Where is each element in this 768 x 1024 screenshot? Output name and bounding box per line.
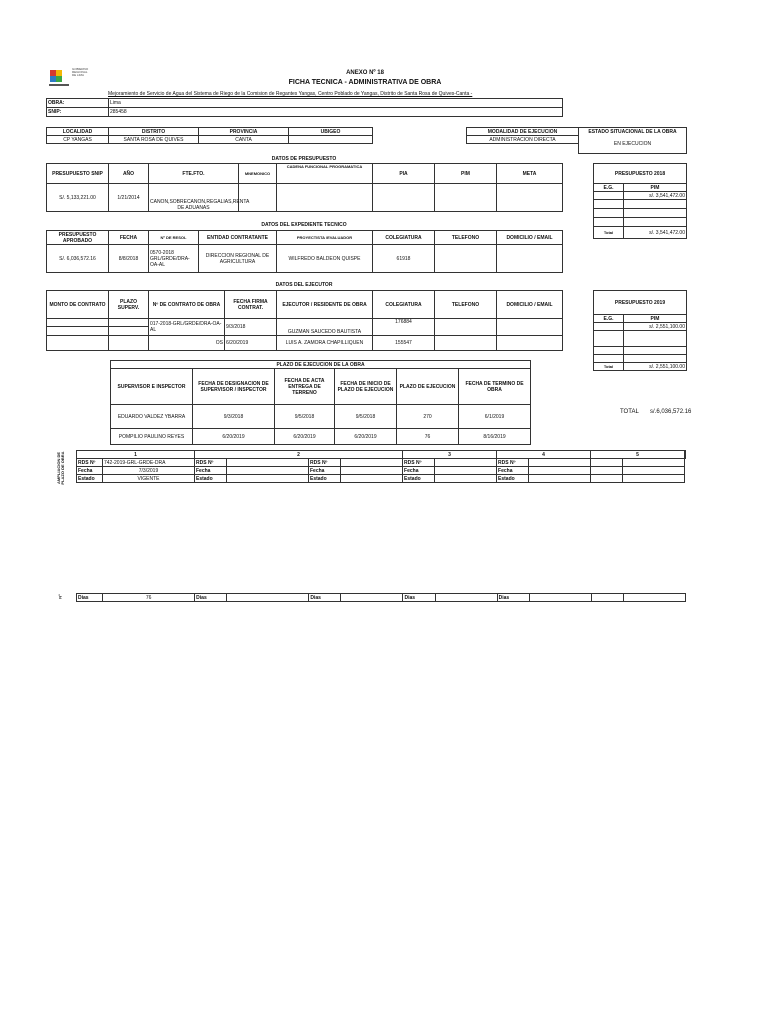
presupuesto-table bbox=[46, 163, 563, 212]
fecha-label-1: Fecha bbox=[77, 467, 103, 475]
ejecutor-cell bbox=[109, 319, 149, 327]
plazo-ejecucion-header: PLAZO DE EJECUCION bbox=[397, 369, 459, 405]
pia-value bbox=[373, 184, 435, 212]
entidad-contratante-value: DIRECCION REGIONAL DE AGRICULTURA bbox=[199, 245, 277, 273]
ejecutor-cell bbox=[497, 319, 563, 336]
rds-label-1: RDS Nº bbox=[77, 459, 103, 467]
logo-caption: GOBIERNO REGIONAL DE LIMA bbox=[72, 67, 89, 77]
page-title: FICHA TECNICA - ADMINISTRATIVA DE OBRA bbox=[288, 79, 442, 86]
fecha-termino-header: FECHA DE TERMINO DE OBRA bbox=[459, 369, 531, 405]
estado-label-2: Estado bbox=[195, 475, 227, 483]
meta-value bbox=[497, 184, 563, 212]
ampliacion-side-label-box bbox=[54, 450, 66, 488]
domicilio-value bbox=[497, 245, 563, 273]
cadena-funcional-value bbox=[277, 184, 373, 212]
ampliacion-side-label: AMPLIACION DE PLAZO DE OBRA bbox=[56, 451, 65, 485]
ejecutor-domicilio-header: DOMICILIO / EMAIL bbox=[497, 291, 563, 319]
fte-fto-header: FTE.FTO. bbox=[149, 164, 239, 184]
expediente-section-title: DATOS DEL EXPEDIENTE TECNICO bbox=[261, 222, 347, 228]
estado-label-3: Estado bbox=[309, 475, 341, 483]
fecha-inicio-value: 9/5/2018 bbox=[335, 405, 397, 429]
ejecutor-cell bbox=[435, 319, 497, 336]
fecha-label-4: Fecha bbox=[403, 467, 435, 475]
plazo-ejecucion-value: 270 bbox=[397, 405, 459, 429]
ejecutor-colegiatura-header: COLEGIATURA bbox=[373, 291, 435, 319]
pim-2018-value: s/. 3,541,472.00 bbox=[624, 192, 687, 200]
contrato-number-value: 017-2018-GRL/GRDE/DRA-OA-AL bbox=[149, 319, 225, 336]
pim-header: PIM bbox=[435, 164, 497, 184]
ubigeo-value bbox=[289, 136, 373, 144]
proyectista-value: WILFREDO BALDEON QUISPE bbox=[277, 245, 373, 273]
obra-description: Mejoramiento de Servicio de Agua del Sistema de Riego de la Comision de Regantes Yangas, Centro Poblado de Yangas, Distrito de Santa Rosa de Quives-Canta - bbox=[108, 91, 473, 97]
meta-header: META bbox=[497, 164, 563, 184]
dias-label-1: Dias bbox=[77, 594, 103, 602]
rds-label-4: RDS Nº bbox=[403, 459, 435, 467]
presupuesto-aprobado-value: S/. 6,036,572.16 bbox=[47, 245, 109, 273]
fecha-designacion-header: FECHA DE DESIGNACION DE SUPERVISOR / INSPECTOR bbox=[193, 369, 275, 405]
estado-situacional-header: ESTADO SITUACIONAL DE LA OBRA bbox=[579, 128, 687, 136]
obra-label: OBRA: bbox=[47, 99, 109, 108]
fecha-firma-value: 9/3/2018 bbox=[225, 319, 277, 336]
ampliacion-col-4: 4 bbox=[497, 451, 591, 459]
dias-table bbox=[76, 593, 686, 602]
anio-header: AÑO bbox=[109, 164, 149, 184]
monto-contrato-header: MONTO DE CONTRATO bbox=[47, 291, 109, 319]
total-2018-label: Total bbox=[594, 227, 624, 239]
plazo-superv-header: PLAZO SUPERV. bbox=[109, 291, 149, 319]
dias-side-label: Nº bbox=[57, 594, 63, 599]
pim-2018-header: PIM bbox=[624, 184, 687, 192]
fecha-acta-value: 9/5/2018 bbox=[275, 405, 335, 429]
presupuesto-2019-table bbox=[593, 290, 687, 371]
rds-label-2: RDS Nº bbox=[195, 459, 227, 467]
location-table bbox=[46, 127, 373, 144]
fecha-firma-header: FECHA FIRMA CONTRAT. bbox=[225, 291, 277, 319]
pim-value bbox=[435, 184, 497, 212]
fecha-termino-value-2: 8/16/2019 bbox=[459, 429, 531, 445]
modalidad-value: ADMINISTRACION DIRECTA bbox=[467, 136, 579, 144]
residente-value-2: LUIS A. ZAMORA CHAPILLIQUEN bbox=[277, 336, 373, 351]
mnemonico-value bbox=[239, 184, 277, 212]
colegiatura-value: 61918 bbox=[373, 245, 435, 273]
estado-label-4: Estado bbox=[403, 475, 435, 483]
cadena-funcional-header: CADENA FUNCIONAL PROGRAMATICA bbox=[277, 164, 373, 184]
telefono-value bbox=[435, 245, 497, 273]
fecha-designacion-value: 9/3/2018 bbox=[193, 405, 275, 429]
provincia-value: CANTA bbox=[199, 136, 289, 144]
fecha-label-3: Fecha bbox=[309, 467, 341, 475]
pim-2019-header: PIM bbox=[624, 315, 687, 323]
dias-label-3: Dias bbox=[309, 594, 341, 602]
provincia-header: PROVINCIA bbox=[199, 128, 289, 136]
plazo-table bbox=[110, 360, 531, 445]
fecha-firma-value-2: 6/20/2019 bbox=[225, 336, 277, 351]
rds-label-5: RDS Nº bbox=[497, 459, 529, 467]
ampliacion-col-3: 3 bbox=[403, 451, 497, 459]
mnemonico-header: MNEMONICO bbox=[239, 164, 277, 184]
fecha-inicio-value-2: 6/20/2019 bbox=[335, 429, 397, 445]
ejecutor-residente-header: EJECUTOR / RESIDENTE DE OBRA bbox=[277, 291, 373, 319]
estado-situacional-value: EN EJECUCION bbox=[579, 136, 687, 154]
distrito-value: SANTA ROSA DE QUIVES bbox=[109, 136, 199, 144]
modalidad-table bbox=[466, 127, 687, 154]
ejecutor-cell bbox=[497, 336, 563, 351]
annex-label: ANEXO Nº 18 bbox=[346, 70, 384, 76]
rds-value-1: 742-2019-GRL-GRDE-DRA bbox=[103, 459, 195, 467]
eg-2019-header: E.G. bbox=[594, 315, 624, 323]
presupuesto-2018-table bbox=[593, 163, 687, 239]
grand-total-value: s/.6,036,572.16 bbox=[650, 409, 692, 415]
ubigeo-header: UBIGEO bbox=[289, 128, 373, 136]
presupuesto-snip-value: S/. 5,133,221.00 bbox=[47, 184, 109, 212]
contrato-number-value-2: OS bbox=[149, 336, 225, 351]
pia-header: PIA bbox=[373, 164, 435, 184]
fecha-designacion-value-2: 6/20/2019 bbox=[193, 429, 275, 445]
dias-label-4: Dias bbox=[403, 594, 435, 602]
telefono-header: TELEFONO bbox=[435, 231, 497, 245]
n-resol-value: 0570-2018 GRL/GRDE/DRA-OA-AL bbox=[149, 245, 199, 273]
total-2018-value: s/. 3,541,472.00 bbox=[624, 227, 687, 239]
presupuesto-section-title: DATOS DE PRESUPUESTO bbox=[271, 156, 337, 162]
eg-2018-header: E.G. bbox=[594, 184, 624, 192]
obra-value: Lima bbox=[109, 99, 563, 108]
fecha-inicio-header: FECHA DE INICIO DE PLAZO DE EJECUCION bbox=[335, 369, 397, 405]
fecha-value-1: 7/3/2019 bbox=[103, 467, 195, 475]
fecha-termino-value: 6/1/2019 bbox=[459, 405, 531, 429]
localidad-header: LOCALIDAD bbox=[47, 128, 109, 136]
dias-label-5: Dias bbox=[497, 594, 529, 602]
modalidad-header: MODALIDAD DE EJECUCION bbox=[467, 128, 579, 136]
fecha-value: 8/8/2018 bbox=[109, 245, 149, 273]
ejecutor-cell bbox=[47, 319, 109, 327]
fecha-acta-value-2: 6/20/2019 bbox=[275, 429, 335, 445]
plazo-section-title: PLAZO DE EJECUCION DE LA OBRA bbox=[111, 361, 531, 369]
total-2019-value: s/. 2,551,100.00 bbox=[624, 363, 687, 371]
anio-value: 1/21/2014 bbox=[109, 184, 149, 212]
supervisor-header: SUPERVISOR E INSPECTOR bbox=[111, 369, 193, 405]
snip-value: 285458 bbox=[109, 108, 563, 117]
obra-table bbox=[46, 98, 563, 117]
colegiatura-header: COLEGIATURA bbox=[373, 231, 435, 245]
presupuesto-2019-title: PRESUPUESTO 2019 bbox=[594, 291, 687, 315]
ampliacion-col-6 bbox=[685, 451, 686, 459]
ejecutor-table bbox=[46, 290, 563, 351]
supervisor-value-2: POMPILIO PAULINO REYES bbox=[111, 429, 193, 445]
fecha-acta-header: FECHA DE ACTA ENTREGA DE TERRENO bbox=[275, 369, 335, 405]
fecha-label-2: Fecha bbox=[195, 467, 227, 475]
ampliacion-col-2: 2 bbox=[195, 451, 403, 459]
ampliacion-col-5: 5 bbox=[591, 451, 685, 459]
ejecutor-cell bbox=[109, 336, 149, 351]
ejecutor-section-title: DATOS DEL EJECUTOR bbox=[275, 282, 333, 288]
residente-colegiatura-value: 176884 bbox=[373, 319, 435, 336]
n-contrato-header: Nº DE CONTRATO DE OBRA bbox=[149, 291, 225, 319]
ampliacion-col-1: 1 bbox=[77, 451, 195, 459]
expediente-table bbox=[46, 230, 563, 273]
supervisor-value: EDUARDO VALDEZ YBARRA bbox=[111, 405, 193, 429]
dias-side-box bbox=[54, 592, 66, 602]
snip-label: SNIP: bbox=[47, 108, 109, 117]
presupuesto-2018-title: PRESUPUESTO 2018 bbox=[594, 164, 687, 184]
grand-total-label: TOTAL bbox=[620, 409, 639, 415]
fecha-label-5: Fecha bbox=[497, 467, 529, 475]
ejecutor-telefono-header: TELEFONO bbox=[435, 291, 497, 319]
plazo-ejecucion-value-2: 76 bbox=[397, 429, 459, 445]
estado-label-5: Estado bbox=[497, 475, 529, 483]
proyectista-header: PROYECTISTA /EVALUADOR bbox=[277, 231, 373, 245]
ejecutor-cell bbox=[47, 336, 109, 351]
entidad-contratante-header: ENTIDAD CONTRATANTE bbox=[199, 231, 277, 245]
n-resol-header: Nº DE RESOL bbox=[149, 231, 199, 245]
ampliaciones-table bbox=[76, 450, 686, 483]
estado-value-1: VIGENTE bbox=[103, 475, 195, 483]
fte-fto-value: CANON,SOBRECANON,REGALIAS,RENTA DE ADUANAS bbox=[149, 184, 239, 212]
pim-2019-value: s/. 2,551,100.00 bbox=[624, 323, 687, 331]
residente-colegiatura-value-2: 155547 bbox=[373, 336, 435, 351]
distrito-header: DISTRITO bbox=[109, 128, 199, 136]
ejecutor-cell bbox=[435, 336, 497, 351]
dias-value-1: 76 bbox=[103, 594, 195, 602]
rds-label-3: RDS Nº bbox=[309, 459, 341, 467]
domicilio-header: DOMICILIO / EMAIL bbox=[497, 231, 563, 245]
total-2019-label: Total bbox=[594, 363, 624, 371]
fecha-header: FECHA bbox=[109, 231, 149, 245]
presupuesto-snip-header: PRESUPUESTO SNIP bbox=[47, 164, 109, 184]
estado-label-1: Estado bbox=[77, 475, 103, 483]
residente-value: GUZMAN SAUCEDO BAUTISTA bbox=[277, 319, 373, 336]
presupuesto-aprobado-header: PRESUPUESTO APROBADO bbox=[47, 231, 109, 245]
dias-label-2: Dias bbox=[195, 594, 227, 602]
localidad-value: CP YANGAS bbox=[47, 136, 109, 144]
